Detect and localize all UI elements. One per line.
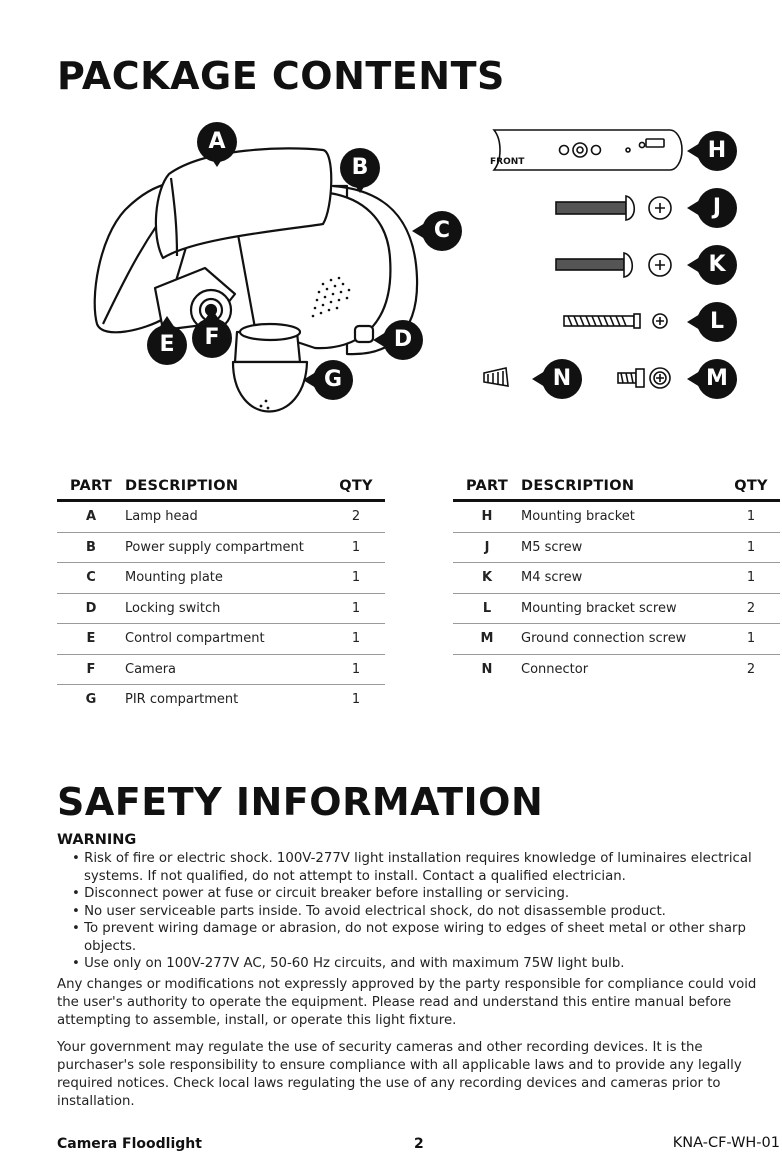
part-letter: E bbox=[57, 624, 125, 655]
part-description: Ground connection screw bbox=[521, 624, 722, 655]
part-letter: A bbox=[57, 501, 125, 533]
table-row bbox=[453, 501, 780, 533]
part-qty: 2 bbox=[327, 501, 385, 533]
table-row bbox=[453, 563, 780, 594]
part-letter: J bbox=[453, 532, 521, 563]
part-letter: L bbox=[453, 593, 521, 624]
part-qty: 1 bbox=[327, 593, 385, 624]
table-row bbox=[57, 563, 385, 594]
footer-product-name: Camera Floodlight bbox=[57, 1136, 202, 1152]
part-qty: 1 bbox=[327, 532, 385, 563]
hardware-parts-illustration bbox=[478, 120, 782, 405]
table-row bbox=[57, 654, 385, 685]
callout-n: N bbox=[542, 359, 582, 399]
col-header-description: DESCRIPTION bbox=[125, 478, 327, 501]
bracket-front-label: FRONT bbox=[490, 157, 525, 167]
table-row bbox=[453, 532, 780, 563]
part-letter: M bbox=[453, 624, 521, 655]
part-description: Camera bbox=[125, 654, 327, 685]
list-item: • Use only on 100V-277V AC, 50-60 Hz circuits, and with maximum 75W light bulb. bbox=[72, 955, 772, 973]
callout-e: E bbox=[147, 325, 187, 365]
part-description: Mounting bracket screw bbox=[521, 593, 722, 624]
col-header-part: PART bbox=[57, 478, 125, 501]
table-row bbox=[453, 593, 780, 624]
part-description: M5 screw bbox=[521, 532, 722, 563]
list-item: • No user serviceable parts inside. To avoid electrical shock, do not disassemble product. bbox=[72, 903, 772, 921]
col-header-qty: QTY bbox=[327, 478, 385, 501]
col-header-qty: QTY bbox=[722, 478, 780, 501]
modifications-paragraph: Any changes or modifications not expressly approved by the party responsible for compliance could void the user's authority to operate the equipment. Please read and understand this entire manual before attempting to assemble, install, or operate this light fixture. bbox=[57, 977, 757, 1028]
col-header-description: DESCRIPTION bbox=[521, 478, 722, 501]
list-item: • Risk of fire or electric shock. 100V-277V light installation requires knowledge of luminaires electrical systems. If not qualified, do not attempt to install. Contact a qualified electrician. bbox=[72, 850, 772, 885]
part-qty: 1 bbox=[327, 563, 385, 594]
part-qty: 1 bbox=[722, 563, 780, 594]
part-description: PIR compartment bbox=[125, 692, 239, 708]
part-letter: F bbox=[57, 654, 125, 685]
table-row bbox=[57, 593, 385, 624]
callout-l: L bbox=[697, 302, 737, 342]
part-letter: H bbox=[453, 501, 521, 533]
part-description: Mounting bracket bbox=[521, 501, 722, 533]
part-qty: 1 bbox=[722, 532, 780, 563]
callout-g: G bbox=[313, 360, 353, 400]
floodlight-illustration bbox=[85, 118, 475, 433]
table-row bbox=[453, 654, 780, 684]
callout-f: F bbox=[192, 318, 232, 358]
part-qty: 1 bbox=[351, 692, 361, 708]
parts-table-left bbox=[57, 478, 385, 715]
part-description: Mounting plate bbox=[125, 563, 327, 594]
part-description: M4 screw bbox=[521, 563, 722, 594]
safety-information-title: SAFETY INFORMATION bbox=[57, 780, 544, 824]
callout-m: M bbox=[697, 359, 737, 399]
part-description: Lamp head bbox=[125, 501, 327, 533]
callout-k: K bbox=[697, 245, 737, 285]
footer-page-number: 2 bbox=[414, 1136, 424, 1152]
callout-a: A bbox=[197, 122, 237, 162]
table-row bbox=[57, 501, 385, 533]
table-row bbox=[57, 685, 385, 715]
part-letter: C bbox=[57, 563, 125, 594]
part-qty: 1 bbox=[722, 501, 780, 533]
callout-c: C bbox=[422, 211, 462, 251]
government-regulation-paragraph: Your government may regulate the use of security cameras and other recording devices. It is the purchaser's sole responsibility to ensure compliance with all applicable laws and to provide any legally required notices. Check local laws regulating the use of any recording devices and cameras prior to installation. bbox=[57, 1040, 742, 1109]
part-qty: 1 bbox=[327, 654, 385, 685]
table-row bbox=[453, 624, 780, 655]
table-row bbox=[57, 532, 385, 563]
part-qty: 1 bbox=[327, 624, 385, 655]
part-qty: 2 bbox=[746, 661, 756, 677]
part-description: Control compartment bbox=[125, 624, 327, 655]
part-description: Power supply compartment bbox=[125, 532, 327, 563]
list-item: • Disconnect power at fuse or circuit breaker before installing or servicing. bbox=[72, 885, 772, 903]
part-letter: D bbox=[57, 593, 125, 624]
footer-model-number: KNA-CF-WH-01 bbox=[672, 1135, 780, 1151]
part-letter: K bbox=[453, 563, 521, 594]
callout-j: J bbox=[697, 188, 737, 228]
floodlight-drawing bbox=[85, 118, 475, 433]
parts-table-right bbox=[453, 478, 780, 684]
part-letter: B bbox=[57, 532, 125, 563]
callout-h: H bbox=[697, 131, 737, 171]
table-row bbox=[57, 624, 385, 655]
callout-d: D bbox=[383, 320, 423, 360]
warning-list bbox=[72, 850, 772, 973]
package-contents-title: PACKAGE CONTENTS bbox=[57, 54, 505, 98]
part-qty: 1 bbox=[722, 624, 780, 655]
part-description: Connector bbox=[521, 661, 589, 677]
part-qty: 2 bbox=[722, 593, 780, 624]
col-header-part: PART bbox=[453, 478, 521, 501]
warning-heading: WARNING bbox=[57, 832, 137, 848]
part-letter: G bbox=[85, 692, 97, 708]
part-description: Locking switch bbox=[125, 593, 327, 624]
list-item: • To prevent wiring damage or abrasion, do not expose wiring to edges of sheet metal or other sharp objects. bbox=[72, 920, 772, 955]
callout-b: B bbox=[340, 148, 380, 188]
part-letter: N bbox=[481, 661, 493, 677]
